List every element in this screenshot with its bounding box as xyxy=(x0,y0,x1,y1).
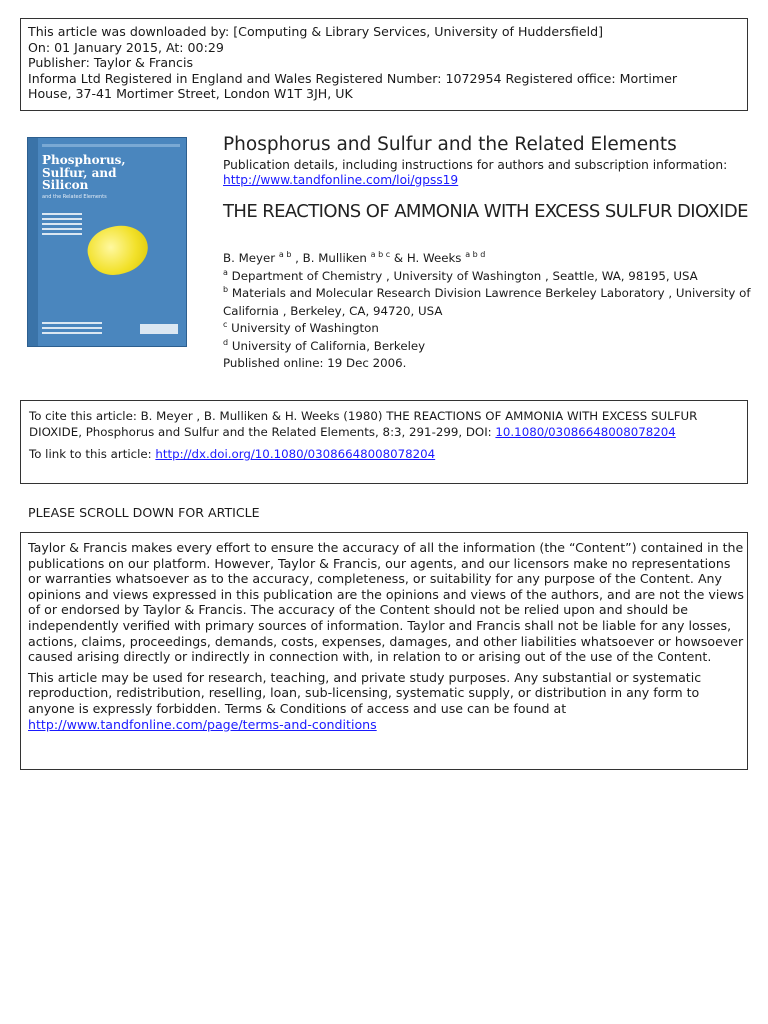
cover-contents-lines xyxy=(42,213,82,238)
disclaimer-paragraph: Taylor & Francis makes every effort to ensure the accuracy of all the information (the “Content”) contained in the publications on our platform. However, Taylor & Francis, our agents, and our licensors make no representations or warranties whatsoever as to the accuracy, completeness, or suitability for any purpose of the Content. Any opinions and views expressed in this publication are the opinions and views of the authors, and are not the views of or endorsed by Taylor & Francis. The accuracy of the Content should not be relied upon and should be independently verified with primary sources of information. Taylor and Francis shall not be liable for any losses, actions, claims, proceedings, demands, costs, expenses, damages, and other liabilities whatsoever or howsoever caused arising directly or indirectly in connection with, in relation to or arising out of the use of the Content. xyxy=(28,540,744,665)
author-separator: , xyxy=(291,251,303,265)
affiliation-item xyxy=(223,320,753,338)
citation-text xyxy=(29,408,747,440)
affiliation-marker: a xyxy=(223,267,228,277)
download-notice-box xyxy=(20,18,748,111)
doi-link[interactable]: 10.1080/03086648008078204 xyxy=(495,425,676,439)
address-line: House, 37-41 Mortimer Street, London W1T 3JH, UK xyxy=(28,86,353,102)
article-link-line xyxy=(29,446,747,462)
author-list xyxy=(223,250,753,268)
download-date-line: On: 01 January 2015, At: 00:29 xyxy=(28,39,224,55)
cover-title-line: Phosphorus, xyxy=(42,153,126,167)
cover-title-line: Silicon xyxy=(42,178,89,192)
author-name: H. Weeks xyxy=(406,251,466,265)
citation-box xyxy=(20,400,748,484)
author-affiliation-marker: a b d xyxy=(465,250,486,259)
article-link-label: To link to this article: xyxy=(29,447,156,461)
cover-title-line: Sulfur, and xyxy=(42,165,117,180)
author-name: B. Mulliken xyxy=(302,251,371,265)
journal-cover-image xyxy=(27,137,187,347)
cover-subtitle: and the Related Elements xyxy=(42,194,107,200)
journal-title: Phosphorus and Sulfur and the Related Elements xyxy=(223,134,677,155)
authors-and-affiliations xyxy=(223,250,753,373)
affiliation-marker: c xyxy=(223,320,228,329)
citation-body: To cite this article: B. Meyer , B. Mulliken & H. Weeks (1980) THE REACTIONS OF AMMONIA WITH EXCESS SULFUR DIOXIDE, Phosphorus and Sulfur and the Related Elements, 8:3, 291-299, DOI: xyxy=(29,409,698,439)
cover-publisher-logo xyxy=(140,324,178,334)
cover-top-rule xyxy=(42,144,180,147)
affiliation-marker: d xyxy=(223,337,229,347)
publisher-line: Publisher: Taylor & Francis xyxy=(28,55,194,71)
download-line: This article was downloaded by: [Computing & Library Services, University of Huddersfield] xyxy=(28,24,603,39)
author-separator: & xyxy=(390,251,407,265)
author-affiliation-marker: a b c xyxy=(370,250,391,259)
affiliation-marker: b xyxy=(223,285,229,294)
affiliation-item xyxy=(223,268,753,286)
affiliation-item xyxy=(223,285,753,320)
article-title: THE REACTIONS OF AMMONIA WITH EXCESS SULFUR DIOXIDE xyxy=(223,201,748,222)
cover-crystal-image xyxy=(82,218,154,282)
affiliation-item xyxy=(223,338,753,356)
affiliation-text: Department of Chemistry , University of Washington , Seattle, WA, 98195, USA xyxy=(227,268,698,283)
publication-details-text: Publication details, including instructions for authors and subscription information: xyxy=(223,158,728,172)
disclaimer-box xyxy=(20,532,748,770)
published-date: Published online: 19 Dec 2006. xyxy=(223,356,407,370)
publication-details xyxy=(223,158,727,188)
cover-editor-lines xyxy=(42,322,102,337)
affiliation-text: University of California, Berkeley xyxy=(228,338,426,353)
usage-terms-text: This article may be used for research, teaching, and private study purposes. Any substantial or systematic reproduction, redistribution, reselling, loan, sub-licensing, systematic supply, or distribution in any form to anyone is expressly forbidden. Terms & Conditions of access and use can be found at xyxy=(28,669,702,716)
article-link-url[interactable]: http://dx.doi.org/10.1080/03086648008078204 xyxy=(155,447,436,461)
usage-terms-paragraph xyxy=(28,670,747,732)
affiliation-text: Materials and Molecular Research Division Lawrence Berkeley Laboratory , University of California , Berkeley, CA, 94720, USA xyxy=(223,286,751,318)
author-affiliation-marker: a b xyxy=(278,250,292,259)
author-name: B. Meyer xyxy=(223,251,279,265)
scroll-down-notice: PLEASE SCROLL DOWN FOR ARTICLE xyxy=(28,505,260,520)
journal-url-link[interactable]: http://www.tandfonline.com/loi/gpss19 xyxy=(223,173,459,187)
affiliation-text: University of Washington xyxy=(227,321,379,335)
terms-conditions-link[interactable]: http://www.tandfonline.com/page/terms-and-conditions xyxy=(28,716,377,732)
cover-title xyxy=(42,154,182,192)
registration-line: Informa Ltd Registered in England and Wales Registered Number: 1072954 Registered office: Mortimer xyxy=(28,70,678,86)
cover-spine xyxy=(28,138,38,346)
